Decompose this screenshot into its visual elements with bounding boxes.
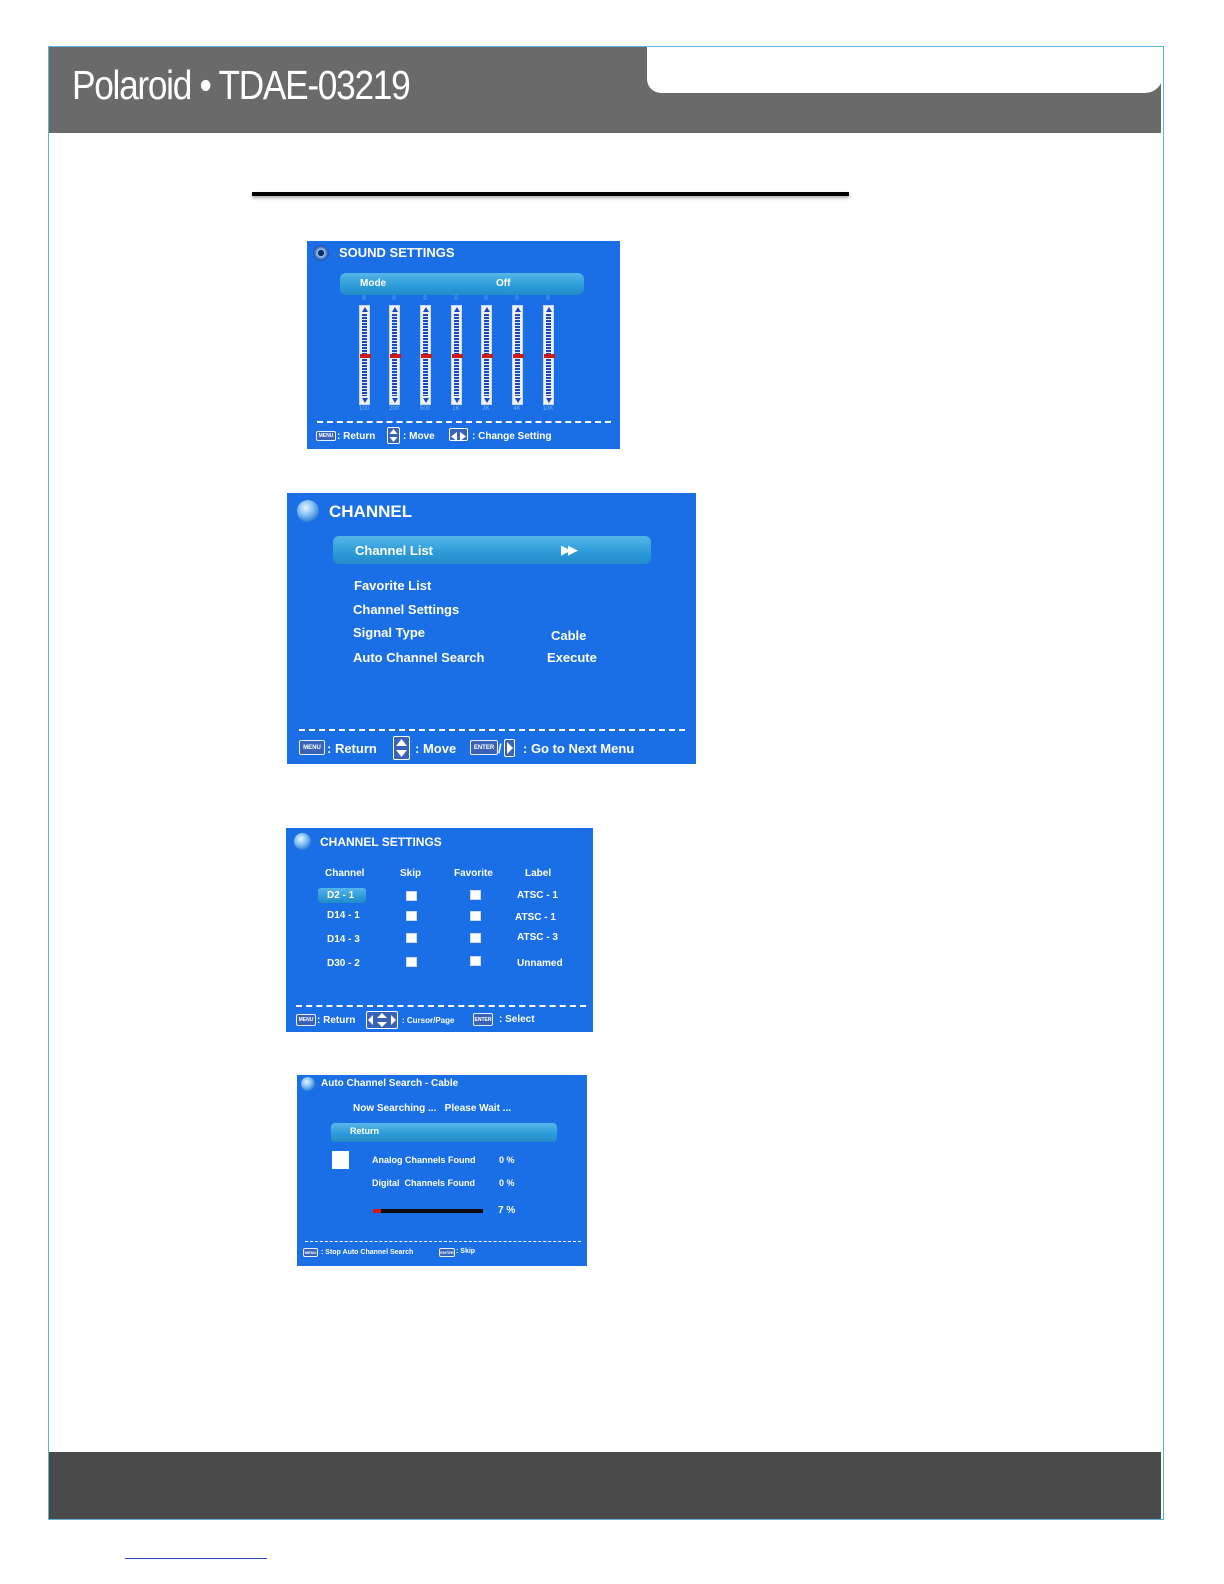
menu-item-channel-settings[interactable]: Channel Settings [353, 602, 460, 617]
eq-up-arrow-icon [515, 307, 521, 312]
eq-band-value: 0 [423, 296, 427, 302]
eq-band-value: 0 [546, 296, 550, 302]
eq-band-label: 4K [513, 406, 521, 412]
eq-band-label: 2K [482, 406, 490, 412]
eq-up-arrow-icon [546, 307, 552, 312]
column-header-favorite: Favorite [454, 868, 493, 879]
footer-return: : Return [327, 741, 377, 756]
eq-band-value: 0 [362, 296, 366, 302]
mode-label: Mode [360, 278, 387, 289]
column-header-skip: Skip [400, 868, 422, 879]
footer-link-underline [125, 1558, 267, 1559]
globe-icon [301, 1077, 315, 1091]
divider [317, 421, 611, 423]
divider [299, 729, 685, 731]
channel-settings-screen [286, 828, 593, 1032]
column-header-channel: Channel [325, 868, 365, 879]
eq-band-slider[interactable] [481, 305, 492, 405]
eq-band-slider[interactable] [512, 305, 523, 405]
up-down-icon [387, 427, 400, 444]
eq-down-arrow-icon [515, 398, 521, 403]
left-right-icon [449, 428, 468, 441]
slash-separator: / [498, 741, 502, 756]
right-arrow-icon [504, 739, 515, 757]
eq-down-arrow-icon [484, 398, 490, 403]
row-label: ATSC - 1 [515, 912, 556, 923]
footer-skip: : Skip [456, 1248, 476, 1255]
skip-checkbox[interactable] [406, 891, 417, 901]
skip-checkbox[interactable] [406, 957, 417, 967]
eq-down-arrow-icon [546, 398, 552, 403]
eq-band-label: 500 [419, 406, 430, 412]
menu-item-auto-channel-search[interactable]: Auto Channel Search [353, 650, 485, 665]
eq-level-marker [421, 354, 432, 358]
eq-level-marker [452, 354, 463, 358]
eq-level-marker [513, 354, 524, 358]
enter-key-icon: ENTER [440, 1250, 454, 1255]
divider [305, 1241, 581, 1242]
menu-item-signal-type[interactable]: Signal Type [353, 625, 425, 640]
section-rule [252, 192, 849, 196]
return-button-label: Return [350, 1126, 379, 1136]
globe-icon [294, 833, 311, 850]
enter-key-icon: ENTER [473, 1013, 493, 1026]
header-notch [647, 47, 1163, 93]
footer-select: : Select [499, 1014, 535, 1025]
eq-down-arrow-icon [392, 398, 398, 403]
row-channel: D14 - 1 [327, 910, 360, 921]
favorite-checkbox[interactable] [470, 890, 481, 900]
channel-settings-title: CHANNEL SETTINGS [320, 835, 442, 849]
channel-menu-title: CHANNEL [329, 502, 413, 521]
menu-key-icon: MENU [296, 1014, 316, 1026]
globe-icon [297, 500, 319, 522]
eq-band-label: 100 [358, 406, 369, 412]
channel-menu-screen [287, 493, 696, 764]
menu-key-icon: MENU [316, 431, 336, 441]
eq-band-slider[interactable] [359, 305, 370, 405]
eq-level-marker [360, 354, 371, 358]
eq-band-value: 0 [515, 296, 519, 302]
eq-band-value: 0 [484, 296, 488, 302]
eq-band-label: 200 [388, 406, 399, 412]
footer-change-setting: : Change Setting [472, 431, 552, 442]
signal-indicator-icon [332, 1151, 349, 1169]
divider [296, 1005, 586, 1007]
digital-channels-label: Digital Channels Found [372, 1178, 475, 1188]
row-label: ATSC - 3 [517, 932, 558, 943]
eq-level-marker [482, 354, 493, 358]
eq-up-arrow-icon [454, 307, 460, 312]
sound-settings-screen [307, 241, 620, 449]
menu-key-icon: MENU [299, 740, 325, 755]
footer-move: : Move [403, 431, 435, 442]
search-status: Now Searching ... Please Wait ... [353, 1103, 512, 1114]
favorite-checkbox[interactable] [470, 956, 481, 966]
mode-value: Off [496, 278, 511, 289]
row-channel: D14 - 3 [327, 934, 360, 945]
favorite-checkbox[interactable] [470, 933, 481, 943]
digital-channels-value: 0 % [499, 1178, 515, 1188]
search-progress-text: 7 % [498, 1205, 516, 1216]
analog-channels-value: 0 % [499, 1155, 515, 1165]
eq-down-arrow-icon [362, 398, 368, 403]
eq-up-arrow-icon [484, 307, 490, 312]
favorite-checkbox[interactable] [470, 911, 481, 921]
row-channel: D30 - 2 [327, 958, 360, 969]
eq-down-arrow-icon [454, 398, 460, 403]
footer-go-to-next-menu: : Go to Next Menu [523, 741, 635, 756]
eq-band-value: 0 [392, 296, 396, 302]
eq-band-label: 10K [542, 406, 554, 412]
eq-band-value: 0 [454, 296, 458, 302]
eq-level-marker [544, 354, 555, 358]
auto-search-title: Auto Channel Search - Cable [321, 1078, 459, 1089]
eq-band-slider[interactable] [543, 305, 554, 405]
page-footer [49, 1452, 1161, 1519]
mode-row[interactable] [340, 273, 584, 295]
footer-cursor-page: : Cursor/Page [402, 1016, 455, 1025]
auto-channel-search-screen [297, 1075, 587, 1266]
enter-key-icon: ENTER [470, 740, 498, 755]
search-progress-fill [373, 1209, 381, 1213]
row-label: ATSC - 1 [517, 890, 558, 901]
row-label: Unnamed [517, 958, 563, 969]
eq-level-marker [390, 354, 401, 358]
speaker-icon [313, 245, 329, 261]
footer-move: : Move [415, 741, 457, 756]
eq-up-arrow-icon [362, 307, 368, 312]
menu-item-channel-list[interactable]: Channel List [355, 543, 434, 558]
up-down-icon [393, 736, 410, 760]
eq-down-arrow-icon [423, 398, 429, 403]
analog-channels-label: Analog Channels Found [372, 1155, 476, 1165]
menu-key-icon: MENU [304, 1250, 317, 1255]
brand-title: Polaroid • TDAE-03219 [72, 62, 410, 108]
eq-band-slider[interactable] [420, 305, 431, 405]
signal-type-value: Cable [551, 628, 587, 643]
sound-settings-title: SOUND SETTINGS [339, 245, 455, 260]
menu-item-favorite-list[interactable]: Favorite List [354, 578, 432, 593]
eq-band-slider[interactable] [389, 305, 400, 405]
skip-checkbox[interactable] [406, 911, 417, 921]
search-progress-bar [373, 1209, 483, 1213]
four-way-arrow-icon [366, 1011, 398, 1029]
row-channel: D2 - 1 [327, 890, 355, 901]
eq-up-arrow-icon [423, 307, 429, 312]
skip-checkbox[interactable] [406, 933, 417, 943]
footer-return: : Return [337, 431, 376, 442]
column-header-label: Label [525, 868, 552, 879]
return-button[interactable] [331, 1123, 557, 1142]
channel-list-arrows: ▶▶ [561, 542, 575, 557]
eq-band-slider[interactable] [451, 305, 462, 405]
eq-band-label: 1K [452, 406, 460, 412]
footer-return: : Return [317, 1015, 356, 1026]
auto-channel-search-value: Execute [547, 650, 597, 665]
eq-up-arrow-icon [392, 307, 398, 312]
footer-stop-search: : Stop Auto Channel Search [321, 1249, 414, 1256]
